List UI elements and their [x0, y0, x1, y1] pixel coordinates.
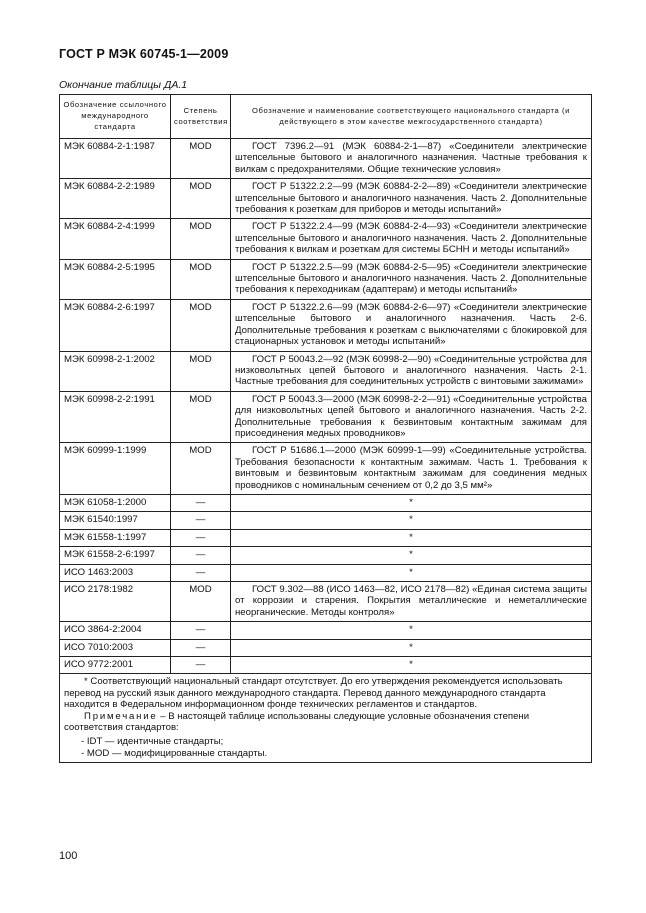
reference-standard-code: МЭК 61558-2-6:1997 [60, 547, 171, 564]
degree-of-correspondence: — [171, 494, 231, 511]
degree-of-correspondence: — [171, 547, 231, 564]
national-standard-description [231, 351, 592, 391]
degree-of-correspondence: — [171, 529, 231, 546]
national-standard-description: * [231, 622, 592, 639]
degree-of-correspondence: MOD [171, 219, 231, 259]
national-standard-description: * [231, 529, 592, 546]
table-row [60, 547, 592, 564]
description-text: ГОСТ Р 50043.2—92 (МЭК 60998-2—90) «Соединительные устройства для низковольтных цепей бытового и аналогичного назначения. Часть 2-1. Частные требования для соединительных устройств с винтовыми зажимами» [235, 353, 587, 388]
table-row [60, 657, 592, 674]
table-row [60, 139, 592, 179]
table-row [60, 622, 592, 639]
table-row [60, 564, 592, 581]
table-row [60, 582, 592, 622]
description-text: ГОСТ Р 51686.1—2000 (МЭК 60999-1—99) «Соединительные устройства. Требования безопасности к контактным зажимам. Часть 1. Требования к винтовым и безвинтовым контактным зажимам для соединения медных проводников с номинальным сечением от 0,2 до 3,5 мм²» [235, 445, 587, 491]
reference-standard-code: МЭК 60998-2-2:1991 [60, 391, 171, 443]
description-text: ГОСТ Р 51322.2.5—99 (МЭК 60884-2-5—95) «Соединители электрические штепсельные бытового и аналогичного назначения. Часть 2. Дополнительные требования к переходникам (адаптерам) и методы испытаний» [235, 261, 587, 296]
reference-standard-code: МЭК 60884-2-6:1997 [60, 299, 171, 351]
degree-of-correspondence: MOD [171, 179, 231, 219]
reference-standard-code: МЭК 60884-2-1:1987 [60, 139, 171, 179]
table-row [60, 299, 592, 351]
national-standard-description: * [231, 512, 592, 529]
description-text: ГОСТ 7396.2—91 (МЭК 60884-2-1—87) «Соединители электрические штепсельные бытового и аналогичного назначения. Частные требования к вилкам с предохранителями. Общие технические условия» [235, 141, 587, 175]
legend-list [81, 736, 587, 759]
reference-standard-code: МЭК 61558-1:1997 [60, 529, 171, 546]
reference-standard-code: ИСО 7010:2003 [60, 639, 171, 656]
degree-of-correspondence: MOD [171, 351, 231, 391]
national-standard-description: * [231, 494, 592, 511]
national-standard-description: * [231, 639, 592, 656]
description-text: ГОСТ 9.302—88 (ИСО 1463—82, ИСО 2178—82) «Единая система защиты от коррозии и старения. Покрытия металлические и неметаллические неорганические. Методы контроля» [235, 584, 587, 618]
reference-standard-code: МЭК 60999-1:1999 [60, 443, 171, 495]
note-label: Примечание [84, 710, 158, 722]
document-header: ГОСТ Р МЭК 60745-1—2009 [59, 47, 229, 61]
reference-standard-code: ИСО 1463:2003 [60, 564, 171, 581]
national-standard-description [231, 139, 592, 179]
national-standard-description [231, 443, 592, 495]
national-standard-description: * [231, 657, 592, 674]
table-row [60, 219, 592, 259]
national-standard-description [231, 179, 592, 219]
degree-of-correspondence: MOD [171, 299, 231, 351]
table-row [60, 512, 592, 529]
note-text: – В настоящей таблице использованы следующие условные обозначения степени соответствия стандартов: [64, 710, 530, 734]
table-caption: Окончание таблицы ДА.1 [59, 79, 188, 91]
table-row [60, 351, 592, 391]
footnote: * Соответствующий национальный стандарт отсутствует. До его утверждения рекомендуется использовать перевод на русский язык данного международного стандарта. Перевод данного международного стандарта находится в Федеральном информационном фонде технических регламентов и стандартов. [64, 676, 563, 711]
table-row [60, 391, 592, 443]
note [64, 711, 587, 734]
reference-standard-code: ИСО 2178:1982 [60, 582, 171, 622]
national-standard-description [231, 391, 592, 443]
degree-of-correspondence: MOD [171, 582, 231, 622]
reference-standard-code: МЭК 61540:1997 [60, 512, 171, 529]
header-degree-of-correspondence: Степень соответствия [171, 95, 231, 139]
description-text: ГОСТ Р 51322.2.2—99 (МЭК 60884-2-2—89) «Соединители электрические штепсельные бытового и аналогичного назначения. Часть 2. Дополнительные требования к розеткам для приборов и методы испытаний» [235, 181, 587, 216]
description-text: ГОСТ Р 51322.2.6—99 (МЭК 60884-2-6—97) «Соединители электрические штепсельные бытового и аналогичного назначения. Часть 2-6. Дополнительные требования к розеткам с выключателями с блокировкой для стационарных установок и методы испытаний» [235, 301, 587, 348]
national-standard-description [231, 219, 592, 259]
degree-of-correspondence: MOD [171, 443, 231, 495]
national-standard-description [231, 259, 592, 299]
table-row [60, 529, 592, 546]
notes-cell [60, 674, 592, 763]
reference-standard-code: МЭК 61058-1:2000 [60, 494, 171, 511]
table-row [60, 443, 592, 495]
table-header-row [60, 95, 592, 139]
reference-standard-code: ИСО 9772:2001 [60, 657, 171, 674]
national-standard-description [231, 299, 592, 351]
table-row [60, 494, 592, 511]
page-number: 100 [59, 850, 78, 862]
degree-of-correspondence: MOD [171, 139, 231, 179]
reference-standard-code: МЭК 60884-2-4:1999 [60, 219, 171, 259]
degree-of-correspondence: MOD [171, 259, 231, 299]
degree-of-correspondence: MOD [171, 391, 231, 443]
table-row [60, 639, 592, 656]
reference-standard-code: МЭК 60884-2-5:1995 [60, 259, 171, 299]
header-reference-standard: Обозначение ссылочного международного стандарта [60, 95, 171, 139]
degree-of-correspondence: — [171, 564, 231, 581]
table-row [60, 179, 592, 219]
national-standard-description: * [231, 547, 592, 564]
degree-of-correspondence: — [171, 657, 231, 674]
reference-standard-code: ИСО 3864-2:2004 [60, 622, 171, 639]
degree-of-correspondence: — [171, 512, 231, 529]
legend-item-mod: - MOD — модифицированные стандарты. [81, 747, 268, 759]
national-standard-description: * [231, 564, 592, 581]
header-national-standard: Обозначение и наименование соответствующего национального стандарта (и действующего в этом качестве межгосударственного стандарта) [231, 95, 592, 139]
notes-row [60, 674, 592, 763]
reference-standard-code: МЭК 60998-2-1:2002 [60, 351, 171, 391]
degree-of-correspondence: — [171, 622, 231, 639]
table-row [60, 259, 592, 299]
national-standard-description [231, 582, 592, 622]
table-body [60, 139, 592, 674]
description-text: ГОСТ Р 50043.3—2000 (МЭК 60998-2-2—91) «Соединительные устройства для низковольтных цепей бытового и аналогичного назначения. Часть 2-2. Дополнительные требования к безвинтовым контактным зажимам для присоединения медных проводников» [235, 393, 587, 439]
reference-standard-code: МЭК 60884-2-2:1989 [60, 179, 171, 219]
legend-item-idt: - IDT — идентичные стандарты; [81, 736, 224, 748]
description-text: ГОСТ Р 51322.2.4—99 (МЭК 60884-2-4—93) «Соединители электрические штепсельные бытового и аналогичного назначения. Часть 2. Дополнительные требования к вилкам и розеткам для системы БСНН и методы испытаний» [235, 221, 587, 256]
standards-table [59, 94, 592, 763]
degree-of-correspondence: — [171, 639, 231, 656]
